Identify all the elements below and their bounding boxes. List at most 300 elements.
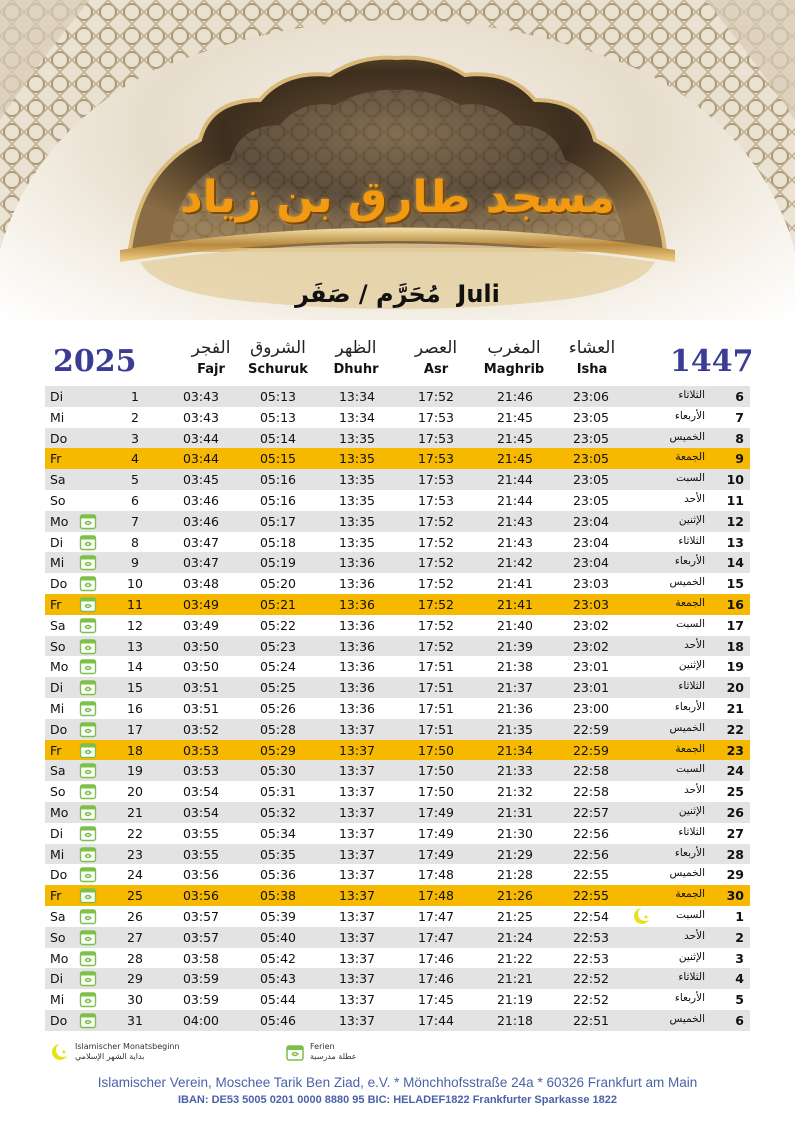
- schuruk-time-cell: 05:32: [259, 804, 297, 820]
- maghrib-time-cell: 21:44: [496, 492, 534, 508]
- date-cell: 19: [127, 763, 143, 779]
- arabic-weekday-cell: الإثنين: [678, 513, 705, 526]
- arabic-weekday-cell: الثلاثاء: [678, 971, 705, 984]
- isha-time-cell: 23:04: [572, 534, 610, 550]
- date-cell: 21: [127, 804, 143, 820]
- table-row: [45, 511, 750, 532]
- column-header-schuruk: [233, 338, 323, 377]
- dhuhr-time-cell: 13:37: [338, 1012, 376, 1028]
- weekday-cell: Di: [50, 971, 64, 987]
- schuruk-time-cell: 05:18: [259, 534, 297, 550]
- date-cell: 16: [127, 700, 143, 716]
- dhuhr-time-cell: 13:37: [338, 908, 376, 924]
- arabic-weekday-cell: الجمعة: [675, 888, 705, 901]
- dhuhr-time-cell: 13:36: [338, 555, 376, 571]
- maghrib-time-cell: 21:42: [496, 555, 534, 571]
- date-cell: 14: [127, 659, 143, 675]
- asr-time-cell: 17:51: [417, 700, 455, 716]
- table-row: [45, 636, 750, 657]
- hijri-date-cell: 9: [735, 451, 744, 467]
- dhuhr-time-cell: 13:36: [338, 596, 376, 612]
- column-header-arabic: الفجر: [191, 338, 231, 358]
- asr-time-cell: 17:53: [417, 492, 455, 508]
- maghrib-time-cell: 21:29: [496, 846, 534, 862]
- column-header-german: Dhuhr: [333, 362, 379, 377]
- holiday-calendar-icon: [79, 990, 97, 1008]
- schuruk-time-cell: 05:28: [259, 721, 297, 737]
- dhuhr-time-cell: 13:37: [338, 888, 376, 904]
- holiday-calendar-icon: [79, 803, 97, 821]
- fajr-time-cell: 03:46: [182, 492, 220, 508]
- table-row: [45, 594, 750, 615]
- fajr-time-cell: 03:49: [182, 617, 220, 633]
- isha-time-cell: 23:05: [572, 451, 610, 467]
- asr-time-cell: 17:46: [417, 971, 455, 987]
- asr-time-cell: 17:46: [417, 950, 455, 966]
- table-row: [45, 781, 750, 802]
- arabic-weekday-cell: الأربعاء: [674, 992, 705, 1005]
- weekday-cell: Fr: [50, 888, 62, 904]
- schuruk-time-cell: 05:24: [259, 659, 297, 675]
- asr-time-cell: 17:44: [417, 1012, 455, 1028]
- fajr-time-cell: 03:56: [182, 867, 220, 883]
- asr-time-cell: 17:49: [417, 825, 455, 841]
- footer-bank-details: IBAN: DE53 5005 0201 0000 8880 95 BIC: HELADEF1822 Frankfurter Sparkasse 1822: [177, 1094, 618, 1106]
- schuruk-time-cell: 05:29: [259, 742, 297, 758]
- maghrib-time-cell: 21:26: [496, 888, 534, 904]
- table-row: [45, 552, 750, 573]
- crescent-moon-icon: [50, 1042, 70, 1062]
- dhuhr-time-cell: 13:37: [338, 804, 376, 820]
- fajr-time-cell: 03:47: [182, 534, 220, 550]
- dhuhr-time-cell: 13:36: [338, 638, 376, 654]
- fajr-time-cell: 03:44: [182, 430, 220, 446]
- isha-time-cell: 23:02: [572, 617, 610, 633]
- asr-time-cell: 17:53: [417, 472, 455, 488]
- arabic-weekday-cell: الأحد: [684, 492, 705, 505]
- hijri-date-cell: 18: [726, 638, 744, 654]
- schuruk-time-cell: 05:43: [259, 971, 297, 987]
- holiday-calendar-icon: [79, 741, 97, 759]
- holiday-calendar-icon: [79, 1011, 97, 1029]
- arabic-weekday-cell: الثلاثاء: [678, 680, 705, 693]
- header-artwork: [0, 0, 795, 320]
- holiday-calendar-icon: [79, 824, 97, 842]
- hijri-date-cell: 26: [726, 804, 744, 820]
- holiday-calendar-icon: [79, 969, 97, 987]
- dhuhr-time-cell: 13:37: [338, 721, 376, 737]
- maghrib-time-cell: 21:46: [496, 389, 534, 404]
- legend-month-start-arabic: بداية الشهر الإسلامي: [75, 1052, 145, 1061]
- holiday-calendar-icon: [79, 928, 97, 946]
- arabic-weekday-cell: الثلاثاء: [678, 825, 705, 838]
- isha-time-cell: 23:01: [572, 659, 610, 675]
- asr-time-cell: 17:52: [417, 638, 455, 654]
- arabic-weekday-cell: الإثنين: [678, 950, 705, 963]
- schuruk-time-cell: 05:39: [259, 908, 297, 924]
- holiday-calendar-icon: [79, 865, 97, 883]
- arabic-weekday-cell: الخميس: [669, 430, 705, 443]
- weekday-cell: Mi: [50, 700, 65, 716]
- weekday-cell: Di: [50, 825, 64, 841]
- hijri-date-cell: 14: [726, 555, 744, 571]
- fajr-time-cell: 03:58: [182, 950, 220, 966]
- dhuhr-time-cell: 13:37: [338, 867, 376, 883]
- month-arabic: مُحَرَّم / صَفَر: [295, 280, 441, 308]
- date-cell: 13: [127, 638, 143, 654]
- schuruk-time-cell: 05:22: [259, 617, 297, 633]
- maghrib-time-cell: 21:41: [496, 576, 534, 592]
- weekday-cell: Mi: [50, 409, 65, 425]
- fajr-time-cell: 04:00: [182, 1012, 220, 1028]
- date-cell: 27: [127, 929, 143, 945]
- arabic-weekday-cell: الخميس: [669, 1012, 705, 1025]
- isha-time-cell: 22:55: [572, 888, 610, 904]
- schuruk-time-cell: 05:44: [259, 992, 297, 1008]
- column-header-arabic: الظهر: [335, 338, 377, 358]
- maghrib-time-cell: 21:18: [496, 1012, 534, 1028]
- hijri-date-cell: 27: [726, 825, 744, 841]
- schuruk-time-cell: 05:46: [259, 1012, 297, 1028]
- dhuhr-time-cell: 13:37: [338, 846, 376, 862]
- legend-month-start-german: Islamischer Monatsbeginn: [75, 1042, 180, 1051]
- column-header-arabic: الشروق: [250, 338, 306, 358]
- fajr-time-cell: 03:52: [182, 721, 220, 737]
- fajr-time-cell: 03:49: [182, 596, 220, 612]
- maghrib-time-cell: 21:21: [496, 971, 534, 987]
- date-cell: 22: [127, 825, 143, 841]
- asr-time-cell: 17:47: [417, 908, 455, 924]
- maghrib-time-cell: 21:43: [496, 534, 534, 550]
- arabic-weekday-cell: الأربعاء: [674, 846, 705, 859]
- hijri-date-cell: 5: [735, 992, 744, 1008]
- dhuhr-time-cell: 13:34: [338, 409, 376, 425]
- hijri-date-cell: 1: [735, 908, 744, 924]
- arabic-weekday-cell: الأحد: [684, 929, 705, 942]
- dhuhr-time-cell: 13:37: [338, 784, 376, 800]
- hijri-date-cell: 15: [726, 576, 744, 592]
- footer-address: Islamischer Verein, Moschee Tarik Ben Ziad, e.V. * Mönchhofsstraße 24a * 60326 Frankfurt am Main: [97, 1075, 698, 1090]
- fajr-time-cell: 03:57: [182, 908, 220, 924]
- fajr-time-cell: 03:54: [182, 804, 220, 820]
- weekday-cell: Fr: [50, 451, 62, 467]
- maghrib-time-cell: 21:35: [496, 721, 534, 737]
- table-row: [45, 989, 750, 1010]
- fajr-time-cell: 03:43: [182, 409, 220, 425]
- column-header-asr: [391, 338, 481, 377]
- schuruk-time-cell: 05:16: [259, 472, 297, 488]
- date-cell: 9: [131, 555, 139, 571]
- hijri-date-cell: 20: [726, 680, 744, 696]
- weekday-cell: Do: [50, 1012, 68, 1028]
- isha-time-cell: 22:53: [572, 950, 610, 966]
- holiday-calendar-icon: [79, 699, 97, 717]
- schuruk-time-cell: 05:34: [259, 825, 297, 841]
- arabic-weekday-cell: الأربعاء: [674, 409, 705, 422]
- table-row: [45, 677, 750, 698]
- maghrib-time-cell: 21:32: [496, 784, 534, 800]
- holiday-calendar-icon: [79, 782, 97, 800]
- weekday-cell: Fr: [50, 596, 62, 612]
- maghrib-time-cell: 21:37: [496, 680, 534, 696]
- fajr-time-cell: 03:59: [182, 971, 220, 987]
- schuruk-time-cell: 05:13: [259, 409, 297, 425]
- weekday-cell: Mo: [50, 950, 69, 966]
- asr-time-cell: 17:51: [417, 659, 455, 675]
- maghrib-time-cell: 21:38: [496, 659, 534, 675]
- schuruk-time-cell: 05:31: [259, 784, 297, 800]
- schuruk-time-cell: 05:13: [259, 389, 297, 404]
- isha-time-cell: 22:52: [572, 992, 610, 1008]
- weekday-cell: So: [50, 638, 66, 654]
- date-cell: 2: [131, 409, 139, 425]
- date-cell: 15: [127, 680, 143, 696]
- weekday-cell: Di: [50, 389, 64, 404]
- date-cell: 3: [131, 430, 139, 446]
- isha-time-cell: 22:56: [572, 825, 610, 841]
- date-cell: 29: [127, 971, 143, 987]
- hijri-date-cell: 19: [726, 659, 744, 675]
- hijri-date-cell: 12: [726, 513, 744, 529]
- isha-time-cell: 23:04: [572, 513, 610, 529]
- fajr-time-cell: 03:46: [182, 513, 220, 529]
- maghrib-time-cell: 21:45: [496, 451, 534, 467]
- fajr-time-cell: 03:51: [182, 680, 220, 696]
- date-cell: 30: [127, 992, 143, 1008]
- hijri-date-cell: 2: [735, 929, 744, 945]
- weekday-cell: Di: [50, 680, 64, 696]
- isha-time-cell: 23:05: [572, 492, 610, 508]
- asr-time-cell: 17:49: [417, 804, 455, 820]
- schuruk-time-cell: 05:21: [259, 596, 297, 612]
- fajr-time-cell: 03:59: [182, 992, 220, 1008]
- date-cell: 18: [127, 742, 143, 758]
- maghrib-time-cell: 21:30: [496, 825, 534, 841]
- asr-time-cell: 17:47: [417, 929, 455, 945]
- column-header-german: Fajr: [197, 362, 225, 377]
- hijri-date-cell: 28: [726, 846, 744, 862]
- dhuhr-time-cell: 13:35: [338, 472, 376, 488]
- asr-time-cell: 17:52: [417, 617, 455, 633]
- table-row: [45, 428, 750, 449]
- hijri-date-cell: 25: [726, 784, 744, 800]
- hijri-year: 1447: [670, 344, 754, 379]
- hijri-date-cell: 6: [735, 389, 744, 404]
- date-cell: 20: [127, 784, 143, 800]
- asr-time-cell: 17:48: [417, 888, 455, 904]
- date-cell: 5: [131, 472, 139, 488]
- isha-time-cell: 22:54: [572, 908, 610, 924]
- holiday-calendar-icon: [79, 574, 97, 592]
- arabic-weekday-cell: الإثنين: [678, 659, 705, 672]
- column-header-maghrib: [469, 338, 559, 377]
- weekday-cell: So: [50, 492, 66, 508]
- maghrib-time-cell: 21:45: [496, 409, 534, 425]
- date-cell: 17: [127, 721, 143, 737]
- asr-time-cell: 17:53: [417, 451, 455, 467]
- table-row: [45, 864, 750, 885]
- holiday-calendar-icon: [79, 595, 97, 613]
- maghrib-time-cell: 21:24: [496, 929, 534, 945]
- table-row: [45, 386, 750, 407]
- hijri-date-cell: 7: [735, 409, 744, 425]
- isha-time-cell: 22:58: [572, 763, 610, 779]
- arabic-weekday-cell: الثلاثاء: [678, 534, 705, 547]
- dhuhr-time-cell: 13:36: [338, 617, 376, 633]
- weekday-cell: Mi: [50, 555, 65, 571]
- table-row: [45, 698, 750, 719]
- schuruk-time-cell: 05:20: [259, 576, 297, 592]
- isha-time-cell: 22:58: [572, 784, 610, 800]
- asr-time-cell: 17:52: [417, 555, 455, 571]
- hijri-date-cell: 10: [726, 472, 744, 488]
- holiday-calendar-icon: [79, 907, 97, 925]
- dhuhr-time-cell: 13:37: [338, 992, 376, 1008]
- weekday-cell: Di: [50, 534, 64, 550]
- table-row: [45, 823, 750, 844]
- maghrib-time-cell: 21:34: [496, 742, 534, 758]
- isha-time-cell: 22:57: [572, 804, 610, 820]
- month-german: Juli: [457, 280, 500, 308]
- isha-time-cell: 22:59: [572, 742, 610, 758]
- asr-time-cell: 17:50: [417, 784, 455, 800]
- isha-time-cell: 23:05: [572, 409, 610, 425]
- asr-time-cell: 17:52: [417, 534, 455, 550]
- holiday-calendar-icon: [79, 512, 97, 530]
- asr-time-cell: 17:45: [417, 992, 455, 1008]
- maghrib-time-cell: 21:31: [496, 804, 534, 820]
- asr-time-cell: 17:51: [417, 721, 455, 737]
- fajr-time-cell: 03:47: [182, 555, 220, 571]
- table-row: [45, 490, 750, 511]
- date-cell: 11: [127, 596, 143, 612]
- fajr-time-cell: 03:44: [182, 451, 220, 467]
- asr-time-cell: 17:52: [417, 389, 455, 404]
- holiday-calendar-icon: [79, 761, 97, 779]
- table-row: [45, 740, 750, 761]
- table-row: [45, 948, 750, 969]
- hijri-date-cell: 8: [735, 430, 744, 446]
- dhuhr-time-cell: 13:35: [338, 492, 376, 508]
- isha-time-cell: 22:51: [572, 1012, 610, 1028]
- date-cell: 12: [127, 617, 143, 633]
- weekday-cell: Mi: [50, 846, 65, 862]
- dhuhr-time-cell: 13:37: [338, 825, 376, 841]
- fajr-time-cell: 03:48: [182, 576, 220, 592]
- weekday-cell: Sa: [50, 617, 66, 633]
- legend-school-holidays-arabic: عطلة مدرسية: [310, 1052, 357, 1061]
- dhuhr-time-cell: 13:35: [338, 534, 376, 550]
- dhuhr-time-cell: 13:36: [338, 576, 376, 592]
- column-header-isha: [547, 338, 637, 377]
- schuruk-time-cell: 05:25: [259, 680, 297, 696]
- dhuhr-time-cell: 13:37: [338, 950, 376, 966]
- column-header-german: Maghrib: [483, 362, 545, 377]
- hijri-date-cell: 11: [726, 492, 744, 508]
- holiday-calendar-icon: [79, 657, 97, 675]
- arabic-weekday-cell: الأحد: [684, 784, 705, 797]
- dhuhr-time-cell: 13:37: [338, 742, 376, 758]
- dhuhr-time-cell: 13:36: [338, 680, 376, 696]
- weekday-cell: Do: [50, 721, 68, 737]
- isha-time-cell: 23:06: [572, 389, 610, 404]
- weekday-cell: Mo: [50, 804, 69, 820]
- table-row: [45, 802, 750, 823]
- column-header-arabic: العشاء: [568, 338, 616, 358]
- date-cell: 6: [131, 492, 139, 508]
- isha-time-cell: 22:53: [572, 929, 610, 945]
- date-cell: 26: [127, 908, 143, 924]
- column-header-arabic: العصر: [414, 338, 458, 358]
- hijri-date-cell: 17: [726, 617, 744, 633]
- gregorian-year: 2025: [53, 344, 137, 379]
- isha-time-cell: 23:05: [572, 472, 610, 488]
- column-header-arabic: المغرب: [487, 338, 541, 358]
- mosque-name-title: مسجد طارق بن زياد: [180, 172, 615, 223]
- fajr-time-cell: 03:53: [182, 742, 220, 758]
- table-row: [45, 906, 750, 927]
- date-cell: 7: [131, 513, 139, 529]
- hijri-date-cell: 22: [726, 721, 744, 737]
- fajr-time-cell: 03:57: [182, 929, 220, 945]
- weekday-cell: So: [50, 784, 66, 800]
- schuruk-time-cell: 05:14: [259, 430, 297, 446]
- schuruk-time-cell: 05:38: [259, 888, 297, 904]
- date-cell: 25: [127, 888, 143, 904]
- column-header-german: Schuruk: [248, 362, 308, 377]
- asr-time-cell: 17:51: [417, 680, 455, 696]
- weekday-cell: Mo: [50, 659, 69, 675]
- dhuhr-time-cell: 13:35: [338, 513, 376, 529]
- asr-time-cell: 17:48: [417, 867, 455, 883]
- column-header-german: Asr: [423, 362, 449, 377]
- weekday-cell: Do: [50, 867, 68, 883]
- table-row: [45, 615, 750, 636]
- date-cell: 23: [127, 846, 143, 862]
- maghrib-time-cell: 21:28: [496, 867, 534, 883]
- fajr-time-cell: 03:45: [182, 472, 220, 488]
- weekday-cell: Mo: [50, 513, 69, 529]
- date-cell: 31: [127, 1012, 143, 1028]
- asr-time-cell: 17:52: [417, 513, 455, 529]
- weekday-cell: Mi: [50, 992, 65, 1008]
- isha-time-cell: 23:05: [572, 430, 610, 446]
- hijri-date-cell: 4: [735, 971, 744, 987]
- weekday-cell: Sa: [50, 763, 66, 779]
- arabic-weekday-cell: السبت: [676, 763, 705, 776]
- arabic-weekday-cell: الإثنين: [678, 804, 705, 817]
- fajr-time-cell: 03:53: [182, 763, 220, 779]
- arabic-weekday-cell: الخميس: [669, 576, 705, 589]
- weekday-cell: So: [50, 929, 66, 945]
- arabic-weekday-cell: الأربعاء: [674, 700, 705, 713]
- date-cell: 1: [131, 389, 139, 404]
- maghrib-time-cell: 21:19: [496, 992, 534, 1008]
- weekday-cell: Fr: [50, 742, 62, 758]
- holiday-calendar-icon: [79, 616, 97, 634]
- maghrib-time-cell: 21:44: [496, 472, 534, 488]
- arabic-weekday-cell: السبت: [676, 908, 705, 921]
- arabic-weekday-cell: السبت: [676, 617, 705, 630]
- fajr-time-cell: 03:55: [182, 825, 220, 841]
- asr-time-cell: 17:52: [417, 576, 455, 592]
- dhuhr-time-cell: 13:37: [338, 971, 376, 987]
- schuruk-time-cell: 05:26: [259, 700, 297, 716]
- table-row: [45, 927, 750, 948]
- schuruk-time-cell: 05:16: [259, 492, 297, 508]
- date-cell: 4: [131, 451, 139, 467]
- fajr-time-cell: 03:50: [182, 659, 220, 675]
